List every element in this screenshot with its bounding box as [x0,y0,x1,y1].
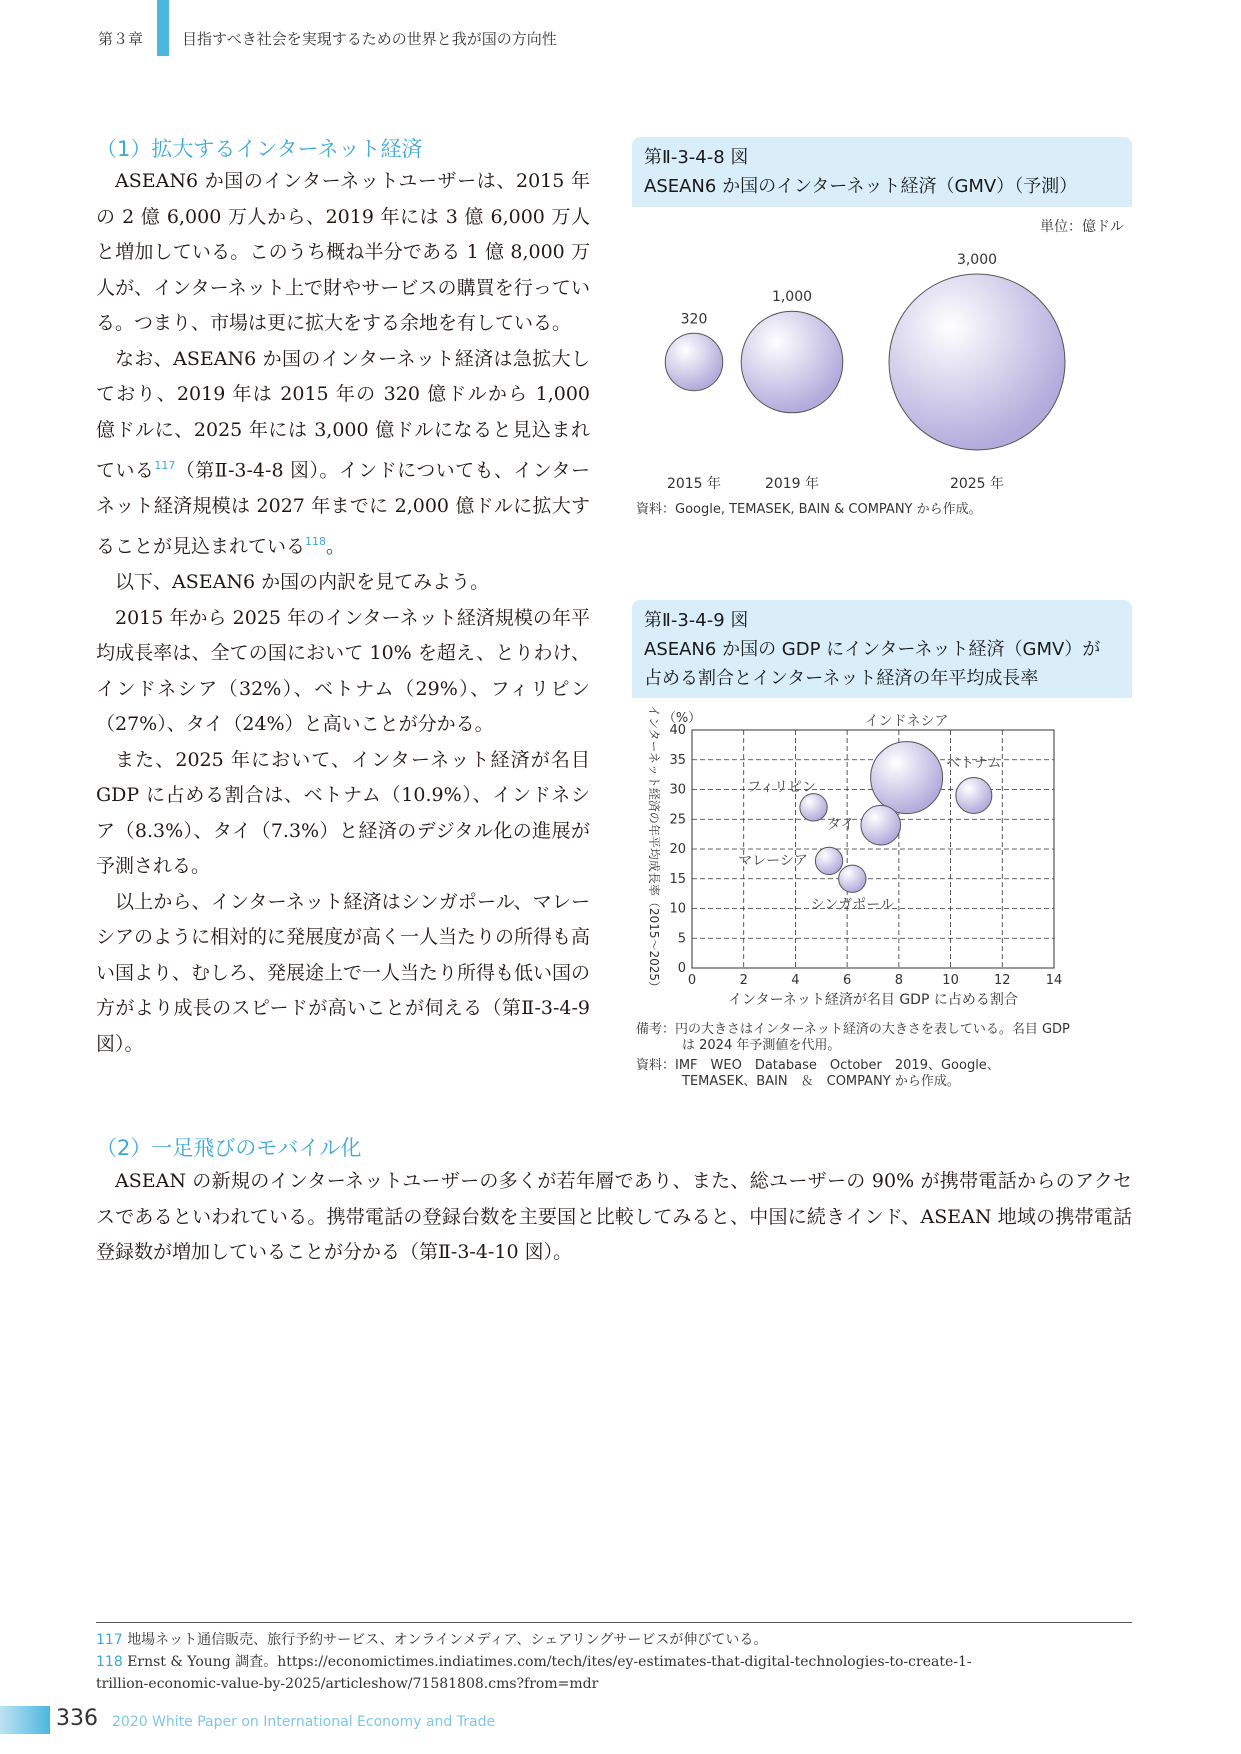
paragraph: 2015 年から 2025 年のインターネット経済規模の年平均成長率は、全ての国において 10% を超え、とりわけ、インドネシア（32%）、ベトナム（29%）、フィリピン（27%）、タイ（24%）と高いことが分かる。 [96,606,590,736]
chapter-title: 目指すべき社会を実現するための世界と我が国の方向性 [182,30,557,48]
footnote-number: 118 [96,1654,123,1670]
x-tick-label: 2 [739,973,748,988]
x-tick-label: 6 [843,973,852,988]
country-label: シンガポール [810,896,895,913]
footnote-text[interactable]: Ernst & Young 調査。https://economictimes.indiatimes.com/tech/ites/ey-estimates-that-digital-technologies-to-create-1- [127,1654,972,1670]
section-2-body [96,1164,1132,1271]
gmv-value-label: 3,000 [956,252,998,268]
y-tick-label: 40 [669,723,686,738]
paragraph: ASEAN6 か国のインターネットユーザーは、2015 年の 2 億 6,000 万人から、2019 年には 3 億 6,000 万人と増加している。このうち概ね半分である 1 億 8,000 万人が、インターネット上で財やサービスの購買を行っている。つまり、市場は更に拡大をする余地を有している。 [96,170,590,334]
country-bubble [839,865,866,892]
x-tick-label: 14 [1045,973,1063,988]
y-tick-label: 30 [669,782,686,798]
country-bubble [815,847,842,874]
running-title: 2020 White Paper on International Economy and Trade [112,1714,496,1730]
gmv-bubble [889,274,1065,450]
paragraph [96,342,590,566]
gmv-bubble [665,333,722,390]
country-label: マレーシア [738,852,808,869]
section-1-heading: （1）拡大するインターネット経済 [96,137,423,161]
y-unit-label: （%） [662,711,702,726]
paragraph: ASEAN の新規のインターネットユーザーの多くが若年層であり、また、総ユーザーの 90% が携帯電話からのアクセスであるといわれている。携帯電話の登録台数を主要国と比較してみると、中国に続きインド、ASEAN 地域の携帯電話登録数が増加していることが分かる（第Ⅱ-3-4-10 図）。 [96,1170,1132,1263]
figure-2-chart [632,702,1132,1020]
paragraph-text: 。 [326,535,346,558]
x-tick-label: 4 [791,973,800,988]
x-tick-label: 8 [894,973,903,988]
footnote-117 [96,1630,767,1650]
y-tick-label: 25 [669,812,686,828]
x-tick-label: 12 [994,973,1011,988]
y-tick-label: 0 [677,961,686,976]
page-number-bar [0,1706,50,1734]
y-tick-label: 35 [669,752,686,768]
figure-1-source: 資料：Google, TEMASEK, BAIN & COMPANY から作成。 [636,502,982,517]
country-bubble [956,777,992,813]
gmv-value-label: 320 [680,311,708,328]
y-axis-label: インターネット経済の年平均成長率（2015～2025） [647,705,661,993]
figure-1-header [632,137,1132,207]
footnote-118-cont [96,1674,598,1694]
header-accent-bar [157,0,169,56]
gmv-bubble [741,311,843,413]
paragraph: また、2025 年において、インターネット経済が名目 GDP に占める割合は、ベトナム（10.9%）、インドネシア（8.3%）、タイ（7.3%）と経済のデジタル化の進展が予測される。 [96,748,590,878]
y-tick-label: 15 [669,871,686,887]
country-bubble [800,794,827,821]
footnote-rule [96,1622,1132,1623]
figure-1-unit: 単位：億ドル [1040,219,1124,235]
figure-1-title: ASEAN6 か国のインターネット経済（GMV）（予測） [644,176,1078,197]
footnote-118 [96,1652,972,1672]
figure-2-title-line1: ASEAN6 か国の GDP にインターネット経済（GMV）が [644,639,1101,660]
page-number: 336 [56,1706,98,1731]
gmv-value-label: 1,000 [771,289,813,306]
footnote-text: 地場ネット通信販売、旅行予約サービス、オンラインメディア、シェアリングサービスが伸びている。 [127,1632,768,1648]
figure-2-header [632,600,1132,698]
footnote-text[interactable]: trillion-economic-value-by-2025/articleshow/71581808.cms?from=mdr [96,1676,599,1692]
section-1-body [96,164,590,1062]
y-tick-label: 10 [669,901,686,917]
paragraph-text: なお、ASEAN6 か国のインターネット経済は急拡大しており、2019 年は 2015 年の 320 億ドルから 1,000 億ドルに、2025 年には 3,000 億ドルになると見込まれている [96,347,590,482]
year-label: 2025 年 [949,476,1005,492]
country-label: フィリピン [747,779,816,796]
figure-2-title-line2: 占める割合とインターネット経済の年平均成長率 [644,668,1039,689]
figure-2-number: 第Ⅱ-3-4-9 図 [644,610,749,631]
country-label: インドネシア [864,713,949,730]
y-tick-label: 5 [677,931,686,947]
x-tick-label: 10 [942,973,959,988]
chapter-label: 第３章 [98,30,144,48]
x-axis-label: インターネット経済が名目 GDP に占める割合 [728,992,1018,1008]
section-2-heading: （2）一足飛びのモバイル化 [96,1136,362,1160]
paragraph-text: （第Ⅱ-3-4-8 図）。インドについても、インターネット経済規模は 2027 年までに 2,000 億ドルに拡大することが見込まれている [96,459,590,558]
country-label: タイ [826,817,855,834]
country-bubble [871,742,943,814]
x-tick-label: 0 [687,973,697,988]
figure-2-source-2: TEMASEK、BAIN ＆ COMPANY から作成。 [682,1074,960,1089]
country-bubble [861,805,901,845]
figure-2-note-2: は 2024 年予測値を代用。 [682,1038,841,1053]
year-label: 2019 年 [764,476,820,492]
figure-1-number: 第Ⅱ-3-4-8 図 [644,147,749,168]
year-label: 2015 年 [666,476,722,492]
figure-1-chart [632,232,1132,502]
paragraph: 以上から、インターネット経済はシンガポール、マレーシアのように相対的に発展度が高く一人当たりの所得も高い国より、むしろ、発展途上で一人当たり所得も低い国の方がより成長のスピードが高いことが伺える（第Ⅱ-3-4-9 図）。 [96,890,591,1055]
footnote-number: 117 [96,1632,123,1648]
y-tick-label: 20 [669,842,686,857]
footnote-ref[interactable]: 118 [305,535,327,549]
figure-2-source-1: 資料：IMF WEO Database October 2019、Google、 [636,1058,1000,1073]
paragraph: 以下、ASEAN6 か国の内訳を見てみよう。 [115,571,490,594]
country-label: ベトナム [946,755,1002,772]
figure-2-note-1: 備考：円の大きさはインターネット経済の大きさを表している。名目 GDP [636,1022,1070,1037]
footnote-ref[interactable]: 117 [154,459,176,472]
